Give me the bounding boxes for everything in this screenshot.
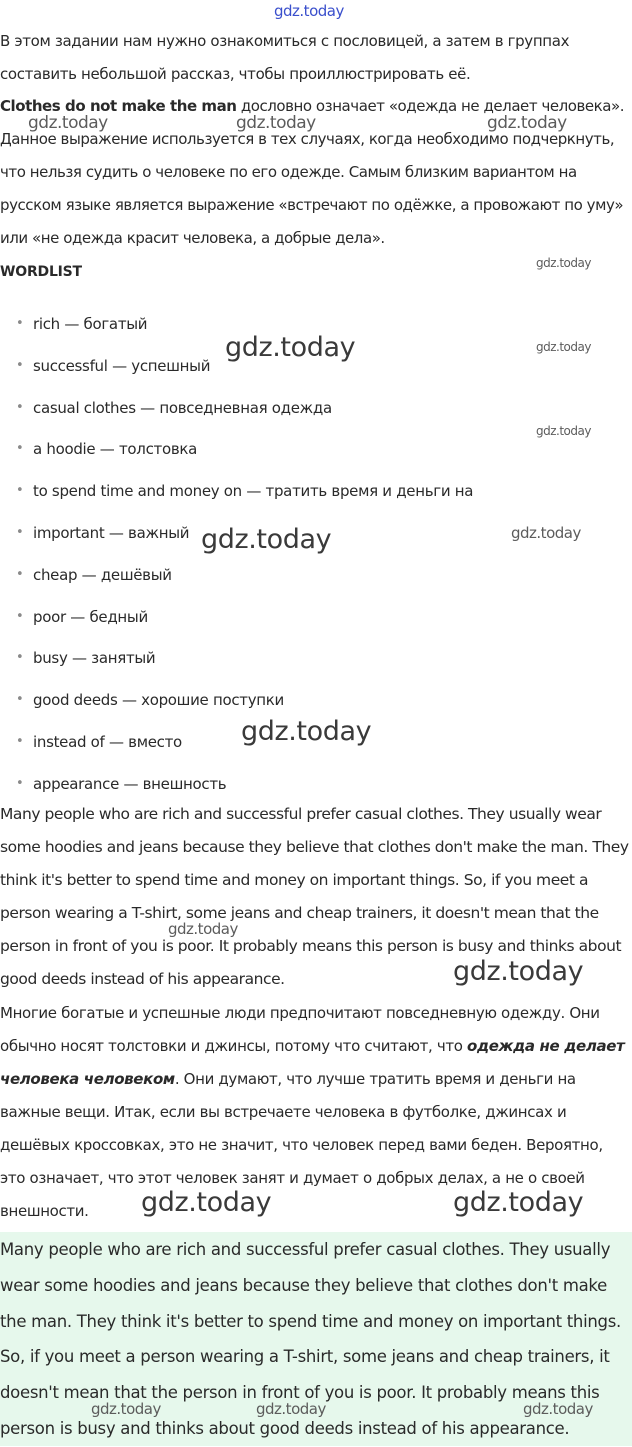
list-item: • successful — успешный xyxy=(0,344,473,386)
watermark: gdz.today xyxy=(274,2,344,20)
bullet-icon: • xyxy=(16,357,24,373)
watermark: gdz.today xyxy=(453,956,584,987)
list-item: • casual clothes — повседневная одежда xyxy=(0,386,473,428)
watermark: gdz.today xyxy=(453,1187,584,1218)
watermark: gdz.today xyxy=(241,716,372,747)
list-item: • instead of — вместо xyxy=(0,720,473,762)
watermark: gdz.today xyxy=(236,113,316,133)
bullet-icon: • xyxy=(16,650,24,666)
bullet-icon: • xyxy=(16,483,24,499)
list-item: • rich — богатый xyxy=(0,302,473,344)
watermark: gdz.today xyxy=(523,1400,593,1418)
watermark: gdz.today xyxy=(28,113,108,133)
bullet-icon: • xyxy=(16,733,24,749)
story-russian-italic: одежда не делает человека человеком xyxy=(0,1037,625,1088)
watermark: gdz.today xyxy=(225,332,356,363)
watermark: gdz.today xyxy=(141,1187,272,1218)
list-item: • good deeds — хорошие поступки xyxy=(0,678,473,720)
bullet-icon: • xyxy=(16,524,24,540)
list-item: • busy — занятый xyxy=(0,636,473,678)
bullet-icon: • xyxy=(16,692,24,708)
list-item: • to spend time and money on — тратить время и деньги на xyxy=(0,469,473,511)
watermark: gdz.today xyxy=(487,113,567,133)
watermark: gdz.today xyxy=(536,340,591,354)
intro-paragraph: В этом задании нам нужно ознакомиться с пословицей, а затем в группах составить небольшой рассказ, чтобы проиллюстрировать её. xyxy=(0,32,570,83)
wordlist-heading: WORDLIST xyxy=(0,264,82,280)
list-item: • poor — бедный xyxy=(0,595,473,637)
watermark: gdz.today xyxy=(201,524,332,555)
list-item: • a hoodie — толстовка xyxy=(0,427,473,469)
list-item: • appearance — внешность xyxy=(0,762,473,804)
story-english: Many people who are rich and successful prefer casual clothes. They usually wear some hoodies and jeans because they believe that clothes don't make the man. They think it's better to spend time and money on important things. So, if you meet a person wearing a T-shirt, some jeans and cheap trainers, it doesn't mean that the person in front of you is poor. It probably means this person is busy and thinks about good deeds instead of his appearance. xyxy=(0,805,629,988)
watermark: gdz.today xyxy=(256,1400,326,1418)
bullet-icon: • xyxy=(16,399,24,415)
bullet-icon: • xyxy=(16,566,24,582)
list-item: • important — важный xyxy=(0,511,473,553)
answer-block: Many people who are rich and successful prefer casual clothes. They usually wear some hoodies and jeans because they believe that clothes don't make the man. They think it's better to spend time and money on important things. So, if you meet a person wearing a T-shirt, some jeans and cheap trainers, it doesn't mean that the person in front of you is poor. It probably means this person is busy and thinks about good deeds instead of his appearance. xyxy=(0,1232,632,1446)
bullet-icon: • xyxy=(16,775,24,791)
watermark: gdz.today xyxy=(511,524,581,542)
list-item: • cheap — дешёвый xyxy=(0,553,473,595)
proverb-phrase: Clothes do not make the man xyxy=(0,97,237,115)
watermark: gdz.today xyxy=(91,1400,161,1418)
bullet-icon: • xyxy=(16,316,24,331)
bullet-icon: • xyxy=(16,441,24,457)
proverb-explanation: дословно означает «одежда не делает человека». Данное выражение используется в тех случаях, когда необходимо подчеркнуть, что нельзя судить о человеке по его одежде. Самым близким вариантом на русском языке является выражение «встречают по одёжке, а провожают по уму» или «не одежда красит человека, а добрые дела». xyxy=(0,97,625,247)
watermark: gdz.today xyxy=(536,424,591,438)
story-russian: Многие богатые и успешные люди предпочитают повседневную одежду. Они обычно носят толстовки и джинсы, потому что считают, что одежда не делает человека человеком. Они думают, что лучше тратить время и деньги на важные вещи. Итак, если вы встречаете человека в футболке, джинсах и дешёвых кроссовках, это не значит, что человек перед вами беден. Вероятно, это означает, что этот человек занят и думает о добрых делах, а не о своей внешности. xyxy=(0,1004,625,1220)
watermark: gdz.today xyxy=(536,256,591,270)
watermark: gdz.today xyxy=(168,920,238,938)
bullet-icon: • xyxy=(16,608,24,624)
